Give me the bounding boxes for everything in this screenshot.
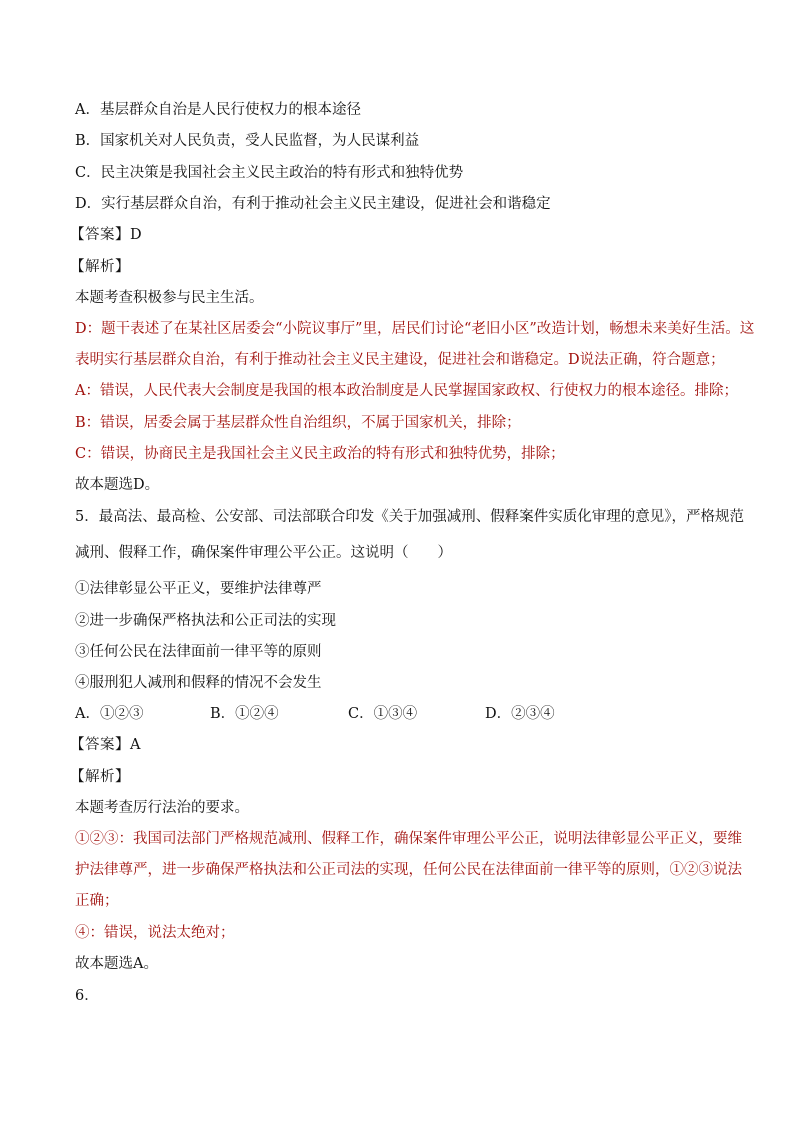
q4-explanation-line: 表明实行基层群众自治，有利于推动社会主义民主建设，促进社会和谐稳定。D说法正确，符合题意； (75, 352, 725, 368)
q5-conclusion: 故本题选A。 (75, 956, 158, 972)
q4-answer (70, 225, 142, 245)
q5-choice-a: A．①②③ (75, 706, 144, 722)
q5-explanation-line: ④：错误，说法太绝对； (75, 925, 235, 941)
q5-topic: 本题考查厉行法治的要求。 (75, 800, 249, 816)
answer-value: D (130, 227, 143, 243)
answer-value: A (130, 737, 141, 753)
q5-statement: ④服刑犯人减刑和假释的情况不会发生 (75, 675, 322, 691)
answer-label: 【答案】 (70, 737, 130, 753)
q4-explanation-line: A：错误，人民代表大会制度是我国的根本政治制度是人民掌握国家政权、行使权力的根本途径。排除； (75, 383, 738, 399)
answer-label: 【答案】 (70, 227, 130, 243)
q4-explanation-line: B：错误，居委会属于基层群众性自治组织，不属于国家机关，排除； (75, 415, 521, 431)
q5-choice-d: D．②③④ (485, 706, 555, 722)
q4-explanation-line: D：题干表述了在某社区居委会“小院议事厅”里，居民们讨论“老旧小区”改造计划，畅想未来美好生活。这 (75, 321, 755, 337)
q5-statement: ②进一步确保严格执法和公正司法的实现 (75, 613, 336, 629)
q4-explanation-line: C：错误，协商民主是我国社会主义民主政治的特有形式和独特优势，排除； (75, 446, 565, 462)
q5-explanation-line: 正确； (75, 893, 119, 909)
q5-explanation-line: ①②③：我国司法部门严格规范减刑、假释工作，确保案件审理公平公正，说明法律彰显公平正义，要维 (75, 831, 742, 847)
q4-option-b: B．国家机关对人民负责，受人民监督，为人民谋利益 (75, 133, 420, 149)
q5-statement: ①法律彰显公平正义，要维护法律尊严 (75, 581, 322, 597)
q5-analysis-label: 【解析】 (70, 769, 130, 785)
q4-conclusion: 故本题选D。 (75, 477, 160, 493)
q4-analysis-label: 【解析】 (70, 259, 130, 275)
q5-stem-line: 减刑、假释工作，确保案件审理公平公正。这说明（ ） (75, 545, 452, 561)
q4-topic: 本题考查积极参与民主生活。 (75, 290, 264, 306)
q5-statement: ③任何公民在法律面前一律平等的原则 (75, 644, 322, 660)
q4-option-d: D．实行基层群众自治，有利于推动社会主义民主建设，促进社会和谐稳定 (75, 196, 551, 212)
q5-explanation-line: 护法律尊严，进一步确保严格执法和公正司法的实现，任何公民在法律面前一律平等的原则，①②③说法 (75, 862, 742, 878)
q5-stem-line: 5．最高法、最高检、公安部、司法部联合印发《关于加强减刑、假释案件实质化审理的意见》，严格规范 (75, 509, 744, 525)
q4-option-a: A．基层群众自治是人民行使权力的根本途径 (75, 102, 361, 118)
q5-choice-b: B．①②④ (210, 706, 279, 722)
q5-choices (75, 704, 595, 724)
q5-choice-c: C．①③④ (348, 706, 418, 722)
q6-number: 6． (75, 988, 99, 1004)
q5-answer (70, 735, 141, 755)
q4-option-c: C．民主决策是我国社会主义民主政治的特有形式和独特优势 (75, 165, 464, 181)
